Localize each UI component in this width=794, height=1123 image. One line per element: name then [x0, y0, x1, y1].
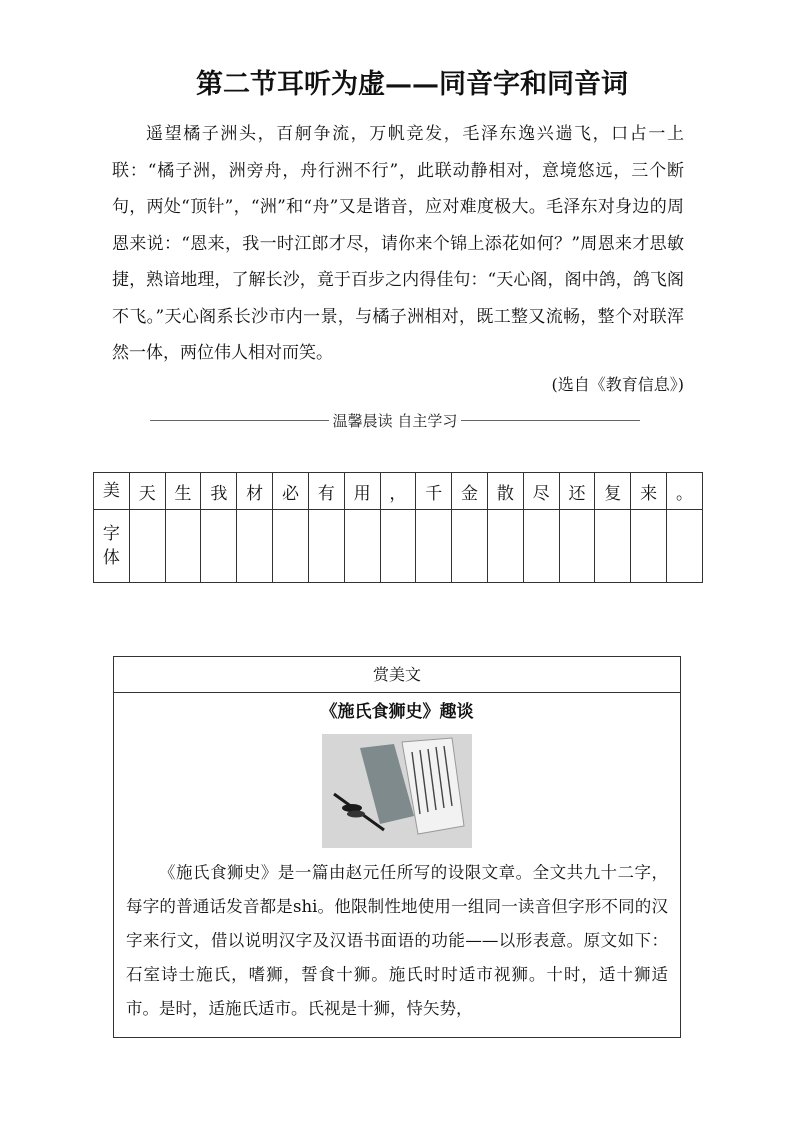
calligraphy-char-cell: ， — [380, 473, 416, 510]
calligraphy-char-cell: 复 — [595, 473, 631, 510]
intro-passage — [112, 116, 684, 372]
calligraphy-char-cell: 。 — [667, 473, 703, 510]
calligraphy-char-row — [94, 473, 703, 510]
calligraphy-write-cell — [595, 510, 631, 583]
calligraphy-write-cell — [487, 510, 523, 583]
section-label: 温馨晨读 自主学习 — [332, 411, 458, 430]
calligraphy-write-cell — [201, 510, 237, 583]
calligraphy-char-cell: 用 — [344, 473, 380, 510]
calligraphy-write-cell — [452, 510, 488, 583]
calligraphy-write-cell — [631, 510, 667, 583]
calligraphy-write-cell — [667, 510, 703, 583]
article-title: 《施氏食狮史》趣谈 — [320, 702, 474, 722]
intro-source: (选自《教育信息》) — [551, 375, 684, 394]
calligraphy-head-top: 美 — [94, 473, 130, 510]
calligraphy-char-cell: 生 — [165, 473, 201, 510]
calligraphy-char-cell: 天 — [129, 473, 165, 510]
box-header: 赏美文 — [114, 657, 680, 693]
calligraphy-char-cell: 材 — [237, 473, 273, 510]
calligraphy-head-bottom-2: 体 — [102, 548, 120, 568]
calligraphy-write-cell — [237, 510, 273, 583]
calligraphy-write-cell — [273, 510, 309, 583]
book-brush-photo-icon — [322, 734, 472, 848]
divider-line-left — [150, 420, 329, 421]
article-text: 《施氏食狮史》是一篇由赵元任所写的设限文章。全文共九十二字，每字的普通话发音都是shi。他限制性地使用一组同一读音但字形不同的汉字来行文，借以说明汉字及汉语书面语的功能——以形表意。原文如下：石室诗士施氏，嗜狮，誓食十狮。施氏时时适市视狮。十时，适十狮适市。是时，适施氏适市。氏视是十狮，恃矢势， — [126, 863, 668, 1018]
calligraphy-table — [93, 472, 703, 583]
calligraphy-char-cell: 金 — [452, 473, 488, 510]
page-title: 第二节耳听为虚——同音字和同音词 — [196, 69, 628, 100]
calligraphy-char-cell: 千 — [416, 473, 452, 510]
calligraphy-write-cell — [165, 510, 201, 583]
calligraphy-char-cell: 尽 — [523, 473, 559, 510]
calligraphy-char-cell: 还 — [559, 473, 595, 510]
calligraphy-char-cell: 必 — [273, 473, 309, 510]
calligraphy-write-cell — [380, 510, 416, 583]
calligraphy-char-cell: 我 — [201, 473, 237, 510]
book-brush-photo — [322, 734, 472, 848]
article-body — [126, 856, 668, 1026]
calligraphy-write-row — [94, 510, 703, 583]
appreciation-box — [113, 656, 681, 1038]
calligraphy-char-cell: 散 — [487, 473, 523, 510]
calligraphy-write-cell — [344, 510, 380, 583]
calligraphy-write-cell — [416, 510, 452, 583]
calligraphy-head-bottom — [94, 510, 130, 583]
section-divider — [150, 408, 640, 432]
calligraphy-char-cell: 有 — [308, 473, 344, 510]
divider-line-right — [461, 420, 640, 421]
intro-text: 遥望橘子洲头，百舸争流，万帆竞发，毛泽东逸兴遄飞，口占一上联：“橘子洲，洲旁舟，舟行洲不行”，此联动静相对，意境悠远，三个断句，两处“顶针”，“洲”和“舟”又是谐音，应对难度极大。毛泽东对身边的周恩来说：“恩来，我一时江郎才尽，请你来个锦上添花如何？”周恩来才思敏捷，熟谙地理，了解长沙，竟于百步之内得佳句：“天心阁，阁中鸽，鸽飞阁不飞。”天心阁系长沙市内一景，与橘子洲相对，既工整又流畅，整个对联浑然一体，两位伟人相对而笑。 — [112, 124, 684, 363]
calligraphy-write-cell — [308, 510, 344, 583]
calligraphy-char-cell: 来 — [631, 473, 667, 510]
calligraphy-head-bottom-1: 字 — [102, 524, 120, 544]
calligraphy-write-cell — [523, 510, 559, 583]
calligraphy-write-cell — [559, 510, 595, 583]
calligraphy-write-cell — [129, 510, 165, 583]
